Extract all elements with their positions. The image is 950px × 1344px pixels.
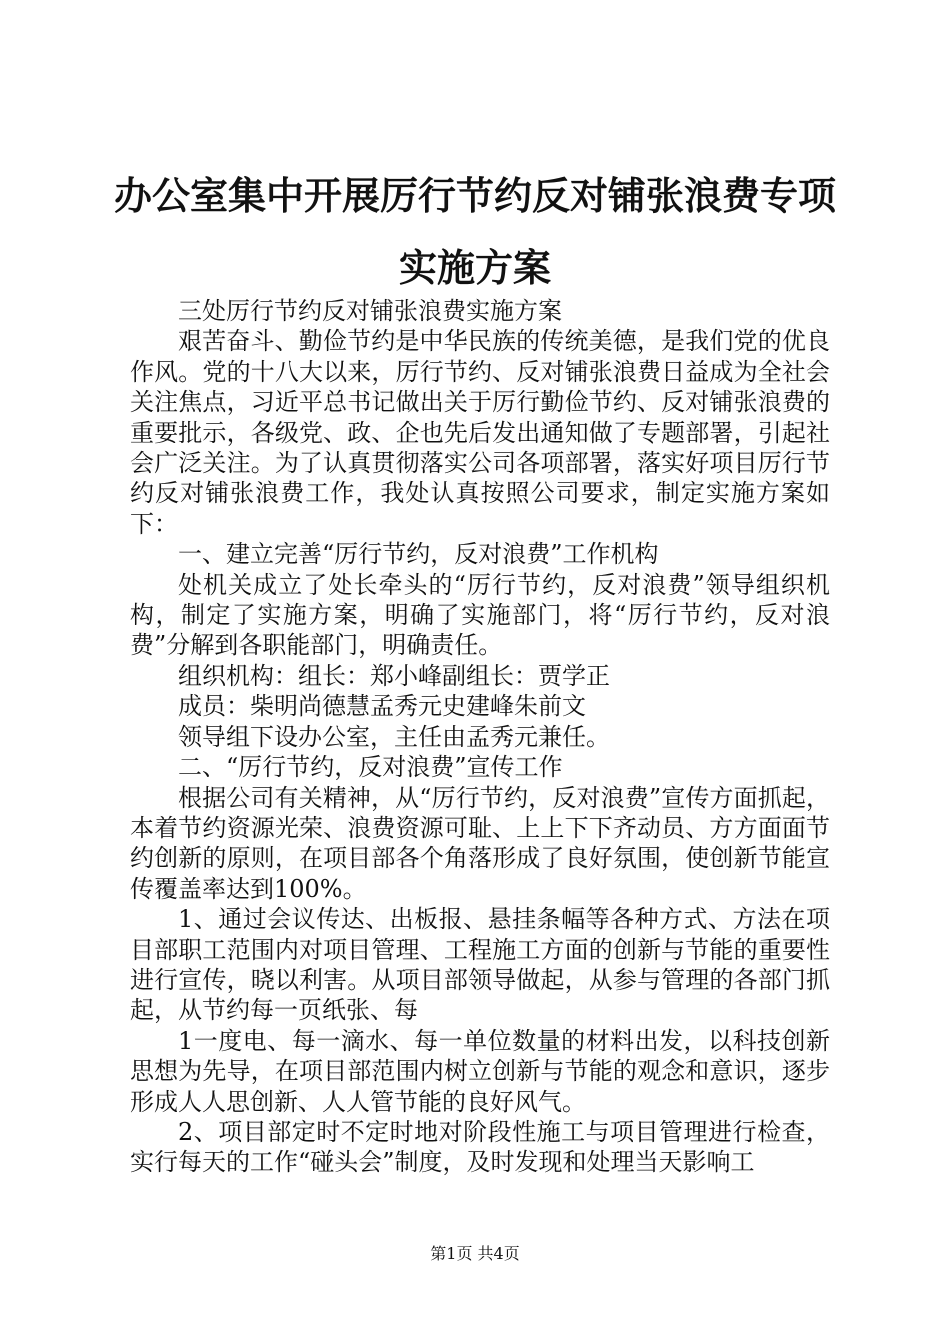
- list-item: 1、通过会议传达、出板报、悬挂条幅等各种方式、方法在项目部职工范围内对项目管理、工程施工方面的创新与节能的重要性进行宣传，晓以利害。从项目部领导做起，从参与管理的各部门抓起，从节约每一页纸张、每: [130, 905, 830, 1025]
- list-item: 2、项目部定时不定时地对阶段性施工与项目管理进行检查，实行每天的工作“碰头会”制度，及时发现和处理当天影响工: [130, 1117, 830, 1177]
- page-number-footer: 第1页 共4页: [430, 1244, 520, 1263]
- document-body: [130, 296, 830, 1178]
- paragraph: 领导组下设办公室，主任由孟秀元兼任。: [178, 722, 610, 751]
- paragraph-org-structure: 组织机构：组长：郑小峰副组长：贾学正: [178, 661, 610, 690]
- section-heading-1: 一、建立完善“厉行节约，反对浪费”工作机构: [178, 540, 659, 569]
- document-title: 办公室集中开展厉行节约反对铺张浪费专项实施方案: [113, 173, 836, 290]
- paragraph: 处机关成立了处长牵头的“厉行节约，反对浪费”领导组织机构，制定了实施方案，明确了实施部门，将“厉行节约，反对浪费”分解到各职能部门，明确责任。: [130, 570, 830, 660]
- paragraph-intro: 艰苦奋斗、勤俭节约是中华民族的传统美德，是我们党的优良作风。党的十八大以来，厉行节约、反对铺张浪费日益成为全社会关注焦点，习近平总书记做出关于厉行勤俭节约、反对铺张浪费的重要批示，各级党、政、企也先后发出通知做了专题部署，引起社会广泛关注。为了认真贯彻落实公司各项部署，落实好项目厉行节约反对铺张浪费工作，我处认真按照公司要求，制定实施方案如下：: [130, 327, 830, 538]
- paragraph: 1一度电、每一滴水、每一单位数量的材料出发，以科技创新思想为先导，在项目部范围内树立创新与节能的观念和意识，逐步形成人人思创新、人人管节能的良好风气。: [130, 1026, 830, 1116]
- paragraph-members: 成员：柴明尚德慧孟秀元史建峰朱前文: [178, 692, 586, 721]
- section-heading-2: 二、“厉行节约，反对浪费”宣传工作: [178, 753, 563, 782]
- paragraph: 根据公司有关精神，从“厉行节约，反对浪费”宣传方面抓起，本着节约资源光荣、浪费资源可耻、上上下下齐动员、方方面面节约创新的原则，在项目部各个角落形成了良好氛围，使创新节能宣传覆盖率达到100%。: [130, 783, 830, 903]
- paragraph-subtitle: 三处厉行节约反对铺张浪费实施方案: [178, 297, 562, 325]
